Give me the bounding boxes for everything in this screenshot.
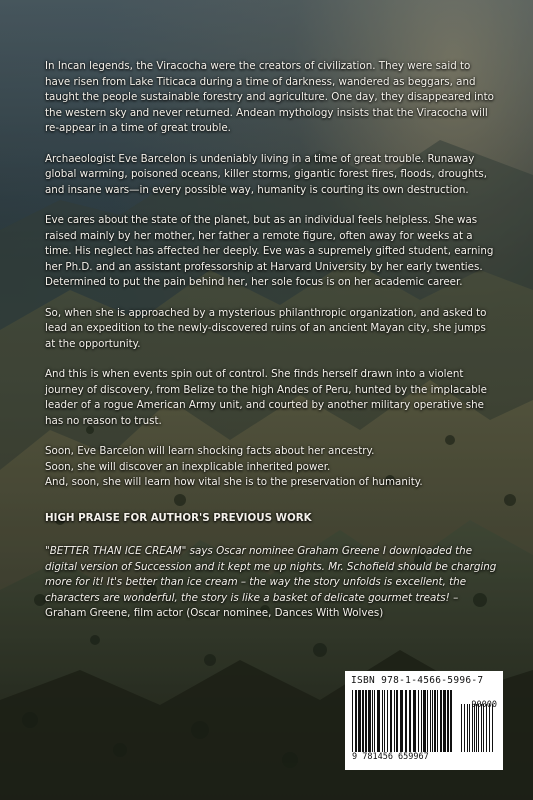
barcode-bar bbox=[421, 690, 422, 752]
barcode-bar bbox=[481, 704, 482, 752]
soon-line-2: Soon, she will discover an inexplicable inherited power. bbox=[45, 460, 331, 473]
barcode-bar bbox=[352, 690, 353, 760]
barcode-bar bbox=[461, 704, 462, 752]
barcode-bar bbox=[390, 690, 392, 752]
soon-line-1: Soon, Eve Barcelon will learn shocking facts about her ancestry. bbox=[45, 445, 375, 457]
addon-digits: 90000 bbox=[471, 700, 497, 710]
barcode-bar bbox=[467, 704, 468, 752]
ean-digits: 9 781456 659967 bbox=[352, 752, 429, 762]
barcode-bar bbox=[432, 690, 433, 752]
barcode-bar bbox=[443, 690, 446, 752]
barcode-bars bbox=[351, 688, 497, 760]
barcode-bar bbox=[396, 690, 398, 752]
barcode-bar bbox=[374, 690, 375, 752]
barcode-bar bbox=[409, 690, 411, 760]
isbn-label: ISBN 978-1-4566-5996-7 bbox=[351, 675, 484, 686]
barcode-bar bbox=[358, 690, 361, 752]
blurb-paragraph-2: Archaeologist Eve Barcelon is undeniably living in a time of great trouble. Runaway global warming, poisoned oceans, killer storms, gigantic forest fires, floods, droughts, and insane wars—in every possible way, humanity is courting its own destruction. bbox=[45, 152, 488, 196]
barcode-bar bbox=[447, 690, 449, 752]
addon-barcode-graphic bbox=[460, 704, 496, 760]
barcode-bar bbox=[450, 690, 452, 752]
praise-attribution: Graham Greene, film actor (Oscar nominee, Dances With Wolves) bbox=[45, 607, 384, 619]
blurb-paragraph-5: And this is when events spin out of control. She finds herself drawn into a violent journey of discovery, from Belize to the high Andes of Peru, hunted by the implacable leader of a rogue American Army unit, and courted by another military operative she has no reason to trust. bbox=[45, 368, 487, 427]
barcode-bar bbox=[486, 704, 487, 752]
ean-barcode-graphic bbox=[351, 690, 455, 760]
barcode-bar bbox=[489, 704, 490, 752]
barcode-bar bbox=[427, 690, 428, 752]
barcode-bar bbox=[355, 690, 357, 760]
barcode-bar bbox=[474, 704, 475, 752]
barcode-bar bbox=[387, 690, 388, 752]
barcode-bar bbox=[483, 704, 484, 752]
barcode-bar bbox=[437, 690, 438, 752]
barcode-bar bbox=[478, 704, 479, 752]
barcode-bar bbox=[440, 690, 442, 752]
soon-line-3: And, soon, she will learn how vital she is to the preservation of humanity. bbox=[45, 476, 423, 488]
barcode-bar bbox=[394, 690, 395, 752]
barcode-bar bbox=[365, 690, 367, 752]
barcode-bar bbox=[368, 690, 371, 752]
isbn-barcode bbox=[345, 671, 503, 770]
barcode-bar bbox=[400, 690, 403, 752]
barcode-bar bbox=[418, 690, 419, 752]
blurb-paragraph-3: Eve cares about the state of the planet, but as an individual feels helpless. She was raised mainly by her mother, her father a remote figure, often away for weeks at a time. His neglect has affected her deeply. Eve was a supremely gifted student, earning her Ph.D. and an assistant professorship at Harvard University by her early twenties. Determined to put the pain behind her, her sole focus is on her academic career. bbox=[45, 214, 494, 288]
barcode-bar bbox=[472, 704, 473, 752]
blurb-paragraph-1: In Incan legends, the Viracocha were the creators of civilization. They were said to have risen from Lake Titicaca during a time of darkness, wandered as beggars, and taught the people sustainable forestry and agriculture. One day, they disappeared into the western sky and never returned. Andean mythology insists that the Viracocha will re-appear in a time of great trouble. bbox=[45, 60, 494, 134]
barcode-bar bbox=[430, 690, 431, 752]
blurb-paragraph-4: So, when she is approached by a mysterious philanthropic organization, and asked to lead an expedition to the newly-discovered ruins of an ancient Mayan city, she jumps at the opportunity. bbox=[45, 306, 487, 350]
barcode-bar bbox=[362, 690, 364, 752]
praise-heading: HIGH PRAISE FOR AUTHOR'S PREVIOUS WORK bbox=[45, 511, 312, 524]
barcode-bar bbox=[492, 704, 493, 752]
barcode-bar bbox=[372, 690, 373, 752]
barcode-bar bbox=[464, 704, 465, 752]
blurb-text bbox=[45, 59, 497, 637]
barcode-bar bbox=[423, 690, 426, 752]
praise-quote-text: "BETTER THAN ICE CREAM" says Oscar nominee Graham Greene I downloaded the digital version of Succession and it kept me up nights. Mr. Schofield should be charging more for it! It's better than ice cream – the way the story unfolds is excellent, the characters are wonderful, the story is like a basket of delicate gourmet treats! – bbox=[45, 545, 497, 604]
barcode-bar bbox=[476, 704, 477, 752]
barcode-bar bbox=[469, 704, 470, 752]
barcode-bar bbox=[413, 690, 416, 760]
praise-quote bbox=[45, 544, 497, 622]
barcode-bar bbox=[384, 690, 385, 752]
barcode-bar bbox=[377, 690, 380, 752]
barcode-bar bbox=[382, 690, 383, 752]
barcode-bar bbox=[405, 690, 407, 752]
barcode-bar bbox=[434, 690, 436, 752]
